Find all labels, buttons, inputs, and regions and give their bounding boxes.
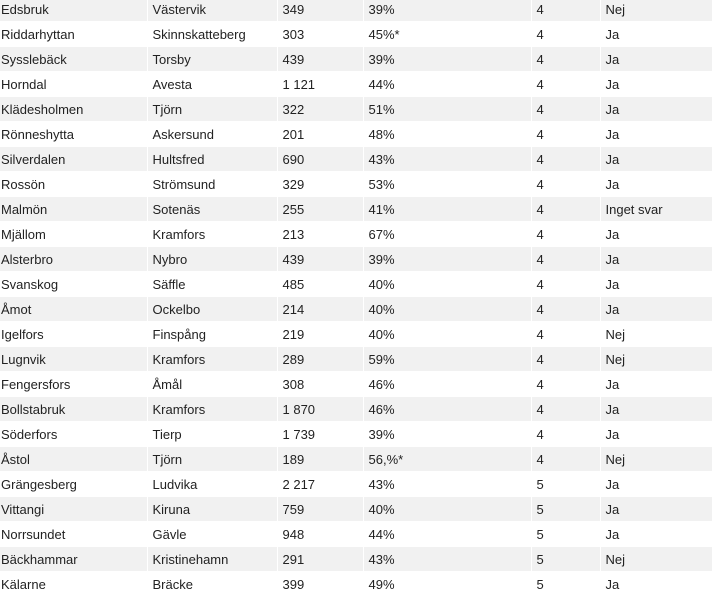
cell-invanare: 1 121: [277, 72, 363, 97]
table-row: [0, 547, 712, 572]
cell-invanare: 349: [277, 0, 363, 22]
cell-ort: Grängesberg: [0, 472, 147, 497]
cell-kommun: Finspång: [147, 322, 277, 347]
cell-svar: Ja: [600, 397, 712, 422]
cell-grupp: 4: [531, 297, 600, 322]
cell-kommun: Nybro: [147, 247, 277, 272]
cell-ort: Alsterbro: [0, 247, 147, 272]
cell-ort: Rossön: [0, 172, 147, 197]
table-row: [0, 0, 712, 22]
cell-grupp: 4: [531, 197, 600, 222]
cell-invanare: 303: [277, 22, 363, 47]
cell-procent: 48%: [363, 122, 531, 147]
cell-invanare: 289: [277, 347, 363, 372]
cell-ort: Vittangi: [0, 497, 147, 522]
cell-svar: Nej: [600, 447, 712, 472]
cell-svar: Ja: [600, 297, 712, 322]
cell-kommun: Askersund: [147, 122, 277, 147]
table-row: [0, 372, 712, 397]
cell-ort: Kälarne: [0, 572, 147, 597]
cell-svar: Ja: [600, 497, 712, 522]
cell-procent: 43%: [363, 547, 531, 572]
cell-kommun: Säffle: [147, 272, 277, 297]
cell-invanare: 255: [277, 197, 363, 222]
cell-procent: 46%: [363, 372, 531, 397]
cell-grupp: 4: [531, 272, 600, 297]
cell-grupp: 5: [531, 497, 600, 522]
cell-grupp: 4: [531, 47, 600, 72]
cell-svar: Ja: [600, 172, 712, 197]
cell-invanare: 291: [277, 547, 363, 572]
cell-svar: Ja: [600, 272, 712, 297]
cell-grupp: 4: [531, 422, 600, 447]
table-row: [0, 347, 712, 372]
cell-procent: 51%: [363, 97, 531, 122]
cell-kommun: Tierp: [147, 422, 277, 447]
table-row: [0, 72, 712, 97]
cell-procent: 49%: [363, 572, 531, 597]
cell-ort: Norrsundet: [0, 522, 147, 547]
cell-ort: Fengersfors: [0, 372, 147, 397]
cell-procent: 43%: [363, 147, 531, 172]
cell-procent: 44%: [363, 522, 531, 547]
table-row: [0, 22, 712, 47]
cell-procent: 45%*: [363, 22, 531, 47]
cell-kommun: Avesta: [147, 72, 277, 97]
cell-procent: 43%: [363, 472, 531, 497]
table-row: [0, 247, 712, 272]
cell-invanare: 1 739: [277, 422, 363, 447]
table-row: [0, 297, 712, 322]
cell-kommun: Ludvika: [147, 472, 277, 497]
cell-kommun: Skinnskatteberg: [147, 22, 277, 47]
cell-kommun: Ockelbo: [147, 297, 277, 322]
cell-ort: Lugnvik: [0, 347, 147, 372]
cell-invanare: 439: [277, 247, 363, 272]
cell-invanare: 948: [277, 522, 363, 547]
cell-svar: Ja: [600, 472, 712, 497]
cell-grupp: 4: [531, 222, 600, 247]
cell-grupp: 4: [531, 72, 600, 97]
cell-svar: Nej: [600, 547, 712, 572]
table-row: [0, 522, 712, 547]
cell-invanare: 690: [277, 147, 363, 172]
cell-kommun: Strömsund: [147, 172, 277, 197]
cell-procent: 59%: [363, 347, 531, 372]
table-row: [0, 47, 712, 72]
cell-svar: Nej: [600, 347, 712, 372]
cell-svar: Ja: [600, 572, 712, 597]
cell-ort: Rönneshytta: [0, 122, 147, 147]
cell-invanare: 329: [277, 172, 363, 197]
cell-kommun: Sotenäs: [147, 197, 277, 222]
cell-svar: Ja: [600, 47, 712, 72]
cell-grupp: 4: [531, 122, 600, 147]
table-row: [0, 422, 712, 447]
cell-invanare: 439: [277, 47, 363, 72]
cell-ort: Svanskog: [0, 272, 147, 297]
cell-kommun: Torsby: [147, 47, 277, 72]
cell-grupp: 4: [531, 447, 600, 472]
table-row: [0, 172, 712, 197]
cell-procent: 39%: [363, 47, 531, 72]
cell-ort: Igelfors: [0, 322, 147, 347]
cell-invanare: 322: [277, 97, 363, 122]
cell-procent: 53%: [363, 172, 531, 197]
cell-procent: 67%: [363, 222, 531, 247]
cell-ort: Åstol: [0, 447, 147, 472]
cell-procent: 40%: [363, 497, 531, 522]
cell-procent: 56,%*: [363, 447, 531, 472]
cell-procent: 44%: [363, 72, 531, 97]
cell-svar: Ja: [600, 22, 712, 47]
cell-procent: 40%: [363, 297, 531, 322]
cell-invanare: 2 217: [277, 472, 363, 497]
cell-kommun: Gävle: [147, 522, 277, 547]
cell-svar: Ja: [600, 147, 712, 172]
cell-kommun: Bräcke: [147, 572, 277, 597]
cell-invanare: 308: [277, 372, 363, 397]
cell-svar: Nej: [600, 322, 712, 347]
cell-grupp: 5: [531, 522, 600, 547]
cell-grupp: 4: [531, 397, 600, 422]
table-row: [0, 147, 712, 172]
cell-svar: Ja: [600, 247, 712, 272]
table-row: [0, 397, 712, 422]
cell-ort: Bäckhammar: [0, 547, 147, 572]
table-row: [0, 97, 712, 122]
cell-ort: Klädesholmen: [0, 97, 147, 122]
cell-grupp: 4: [531, 22, 600, 47]
cell-invanare: 214: [277, 297, 363, 322]
cell-svar: Ja: [600, 72, 712, 97]
cell-svar: Ja: [600, 422, 712, 447]
cell-kommun: Åmål: [147, 372, 277, 397]
cell-grupp: 4: [531, 0, 600, 22]
table-row: [0, 272, 712, 297]
cell-procent: 41%: [363, 197, 531, 222]
cell-grupp: 4: [531, 147, 600, 172]
cell-ort: Åmot: [0, 297, 147, 322]
cell-invanare: 219: [277, 322, 363, 347]
cell-svar: Ja: [600, 97, 712, 122]
cell-procent: 39%: [363, 247, 531, 272]
table-row: [0, 572, 712, 597]
cell-invanare: 759: [277, 497, 363, 522]
cell-kommun: Kramfors: [147, 222, 277, 247]
cell-grupp: 5: [531, 547, 600, 572]
cell-invanare: 399: [277, 572, 363, 597]
cell-ort: Sysslebäck: [0, 47, 147, 72]
cell-invanare: 189: [277, 447, 363, 472]
cell-kommun: Kramfors: [147, 397, 277, 422]
table-row: [0, 447, 712, 472]
cell-ort: Bollstabruk: [0, 397, 147, 422]
table-row: [0, 472, 712, 497]
cell-ort: Edsbruk: [0, 0, 147, 22]
cell-procent: 40%: [363, 322, 531, 347]
cell-svar: Ja: [600, 372, 712, 397]
table-row: [0, 497, 712, 522]
cell-kommun: Västervik: [147, 0, 277, 22]
cell-grupp: 5: [531, 472, 600, 497]
cell-kommun: Kiruna: [147, 497, 277, 522]
cell-grupp: 4: [531, 172, 600, 197]
cell-svar: Ja: [600, 122, 712, 147]
table-row: [0, 197, 712, 222]
cell-invanare: 213: [277, 222, 363, 247]
cell-ort: Mjällom: [0, 222, 147, 247]
cell-ort: Riddarhyttan: [0, 22, 147, 47]
cell-kommun: Kramfors: [147, 347, 277, 372]
cell-svar: Nej: [600, 0, 712, 22]
cell-grupp: 4: [531, 372, 600, 397]
cell-kommun: Kristinehamn: [147, 547, 277, 572]
table-row: [0, 222, 712, 247]
cell-invanare: 485: [277, 272, 363, 297]
cell-svar: Ja: [600, 522, 712, 547]
cell-svar: Inget svar: [600, 197, 712, 222]
cell-svar: Ja: [600, 222, 712, 247]
cell-grupp: 5: [531, 572, 600, 597]
cell-grupp: 4: [531, 97, 600, 122]
cell-kommun: Tjörn: [147, 97, 277, 122]
cell-grupp: 4: [531, 347, 600, 372]
cell-procent: 46%: [363, 397, 531, 422]
cell-invanare: 1 870: [277, 397, 363, 422]
cell-ort: Söderfors: [0, 422, 147, 447]
cell-procent: 39%: [363, 422, 531, 447]
cell-procent: 39%: [363, 0, 531, 22]
cell-ort: Horndal: [0, 72, 147, 97]
cell-grupp: 4: [531, 322, 600, 347]
cell-kommun: Tjörn: [147, 447, 277, 472]
cell-ort: Malmön: [0, 197, 147, 222]
table-row: [0, 122, 712, 147]
cell-ort: Silverdalen: [0, 147, 147, 172]
table-row: [0, 322, 712, 347]
cell-grupp: 4: [531, 247, 600, 272]
cell-invanare: 201: [277, 122, 363, 147]
cell-procent: 40%: [363, 272, 531, 297]
cell-kommun: Hultsfred: [147, 147, 277, 172]
